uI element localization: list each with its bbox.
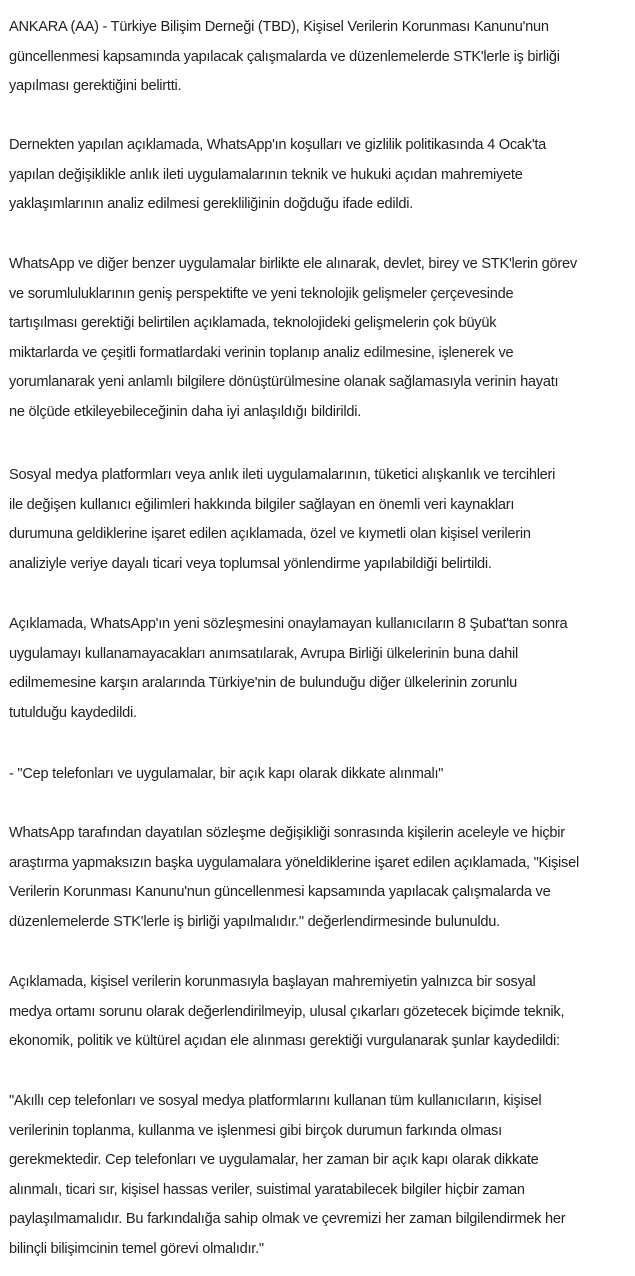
paragraph-line: tartışılması gerektiği belirtilen açıklamada, teknolojideki gelişmelerin çok büyük bbox=[9, 315, 497, 331]
paragraph-line: Verilerin Korunması Kanunu'nun güncellenmesi kapsamında yapılacak çalışmalarda ve bbox=[9, 884, 551, 900]
paragraph-line: medya ortamı sorunu olarak değerlendirilmeyip, ulusal çıkarları gözetecek biçimde teknik, bbox=[9, 1003, 565, 1020]
paragraph-line: miktarlarda ve çeşitli formatlardaki verinin toplanıp analiz edilmesine, işlenerek ve bbox=[9, 344, 514, 361]
paragraph-line: yorumlanarak yeni anlamlı bilgilere dönüştürülmesine olanak sağlamasıyla verinin hayatı bbox=[9, 374, 559, 390]
paragraph-line: ne ölçüde etkileyebileceğinin daha iyi anlaşıldığı bildirildi. bbox=[9, 403, 362, 420]
paragraph-line: Açıklamada, WhatsApp'ın yeni sözleşmesini onaylamayan kullanıcıların 8 Şubat'tan sonra bbox=[9, 616, 568, 632]
paragraph-line: ekonomik, politik ve kültürel açıdan ele alınması gerektiği vurgulanarak şunlar kaydedildi: bbox=[9, 1033, 560, 1049]
paragraph-line: analiziyle veriye dayalı ticari veya toplumsal yönlendirme yapılabildiği belirtildi. bbox=[9, 555, 492, 572]
paragraph-line: WhatsApp tarafından dayatılan sözleşme değişikliği sonrasında kişilerin aceleyle ve hiçbir bbox=[9, 825, 565, 841]
quote-line: bilinçli bilişimcinin temel görevi olmalıdır." bbox=[9, 1240, 264, 1257]
article-paragraph bbox=[9, 610, 567, 728]
paragraph-line: ANKARA (AA) - Türkiye Bilişim Derneği (TBD), Kişisel Verilerin Korunması Kanunu'nun bbox=[9, 19, 549, 35]
quote-line: paylaşılmamalıdır. Bu farkındalığa sahip olmak ve çevremizi her zaman bilgilendirmek her bbox=[9, 1211, 566, 1227]
paragraph-line: güncellenmesi kapsamında yapılacak çalışmalarda ve düzenlemelerde STK'lerle iş birliği bbox=[9, 48, 560, 65]
paragraph-line: WhatsApp ve diğer benzer uygulamalar birlikte ele alınarak, devlet, birey ve STK'lerin görev bbox=[9, 256, 577, 272]
paragraph-line: yapılması gerektiğini belirtti. bbox=[9, 78, 182, 94]
quote-line: gerekmektedir. Cep telefonları ve uygulamalar, her zaman bir açık kapı olarak dikkate bbox=[9, 1152, 539, 1168]
paragraph-line: düzenlemelerde STK'lerle iş birliği yapılmalıdır." değerlendirmesinde bulunuldu. bbox=[9, 913, 500, 930]
paragraph-line: yapılan değişiklikle anlık ileti uygulamalarının teknik ve hukuki açıdan mahremiyete bbox=[9, 166, 523, 183]
paragraph-line: araştırma yapmaksızın başka uygulamalara yöneldiklerine işaret edilen açıklamada, "Kişisel bbox=[9, 854, 579, 871]
quote-line: "Akıllı cep telefonları ve sosyal medya platformlarını kullanan tüm kullanıcıların, kişisel bbox=[9, 1093, 542, 1109]
quote-line: verilerinin toplanma, kullanma ve işlenmesi gibi birçok durumun farkında olması bbox=[9, 1122, 502, 1139]
paragraph-line: yaklaşımlarının analiz edilmesi gerekliliğinin doğduğu ifade edildi. bbox=[9, 196, 414, 212]
article-paragraph bbox=[9, 250, 577, 427]
article-subheading bbox=[9, 760, 443, 790]
paragraph-line: Sosyal medya platformları veya anlık ileti uygulamalarının, tüketici alışkanlık ve tercihleri bbox=[9, 467, 556, 483]
article-paragraph bbox=[9, 131, 546, 220]
quote-line: alınmalı, ticari sır, kişisel hassas veriler, suistimal yaratabilecek bilgiler hiçbir zaman bbox=[9, 1181, 525, 1198]
paragraph-line: durumuna geldiklerine işaret edilen açıklamada, özel ve kıymetli olan kişisel verilerin bbox=[9, 526, 531, 542]
paragraph-line: edilmemesine karşın aralarında Türkiye'nin de bulunduğu diğer ülkelerinin zorunlu bbox=[9, 675, 517, 691]
paragraph-line: Açıklamada, kişisel verilerin korunmasıyla başlayan mahremiyetin yalnızca bir sosyal bbox=[9, 974, 536, 990]
paragraph-line: Dernekten yapılan açıklamada, WhatsApp'ın koşulları ve gizlilik politikasında 4 Ocak'ta bbox=[9, 137, 547, 153]
paragraph-line: ile değişen kullanıcı eğilimleri hakkında bilgiler sağlayan en önemli veri kaynakları bbox=[9, 496, 515, 513]
paragraph-line: ve sorumluluklarının geniş perspektifte ve yeni teknolojik gelişmeler çerçevesinde bbox=[9, 285, 514, 302]
paragraph-line: tutulduğu kaydedildi. bbox=[9, 704, 137, 721]
article-paragraph bbox=[9, 968, 564, 1057]
subheading-line: - "Cep telefonları ve uygulamalar, bir açık kapı olarak dikkate alınmalı" bbox=[9, 766, 444, 782]
article-quote bbox=[9, 1087, 565, 1264]
article-paragraph-intro bbox=[9, 13, 560, 102]
article-paragraph bbox=[9, 819, 579, 937]
article-paragraph bbox=[9, 461, 555, 579]
paragraph-line: uygulamayı kullanamayacakları anımsatılarak, Avrupa Birliği ülkelerinin buna dahil bbox=[9, 645, 518, 662]
